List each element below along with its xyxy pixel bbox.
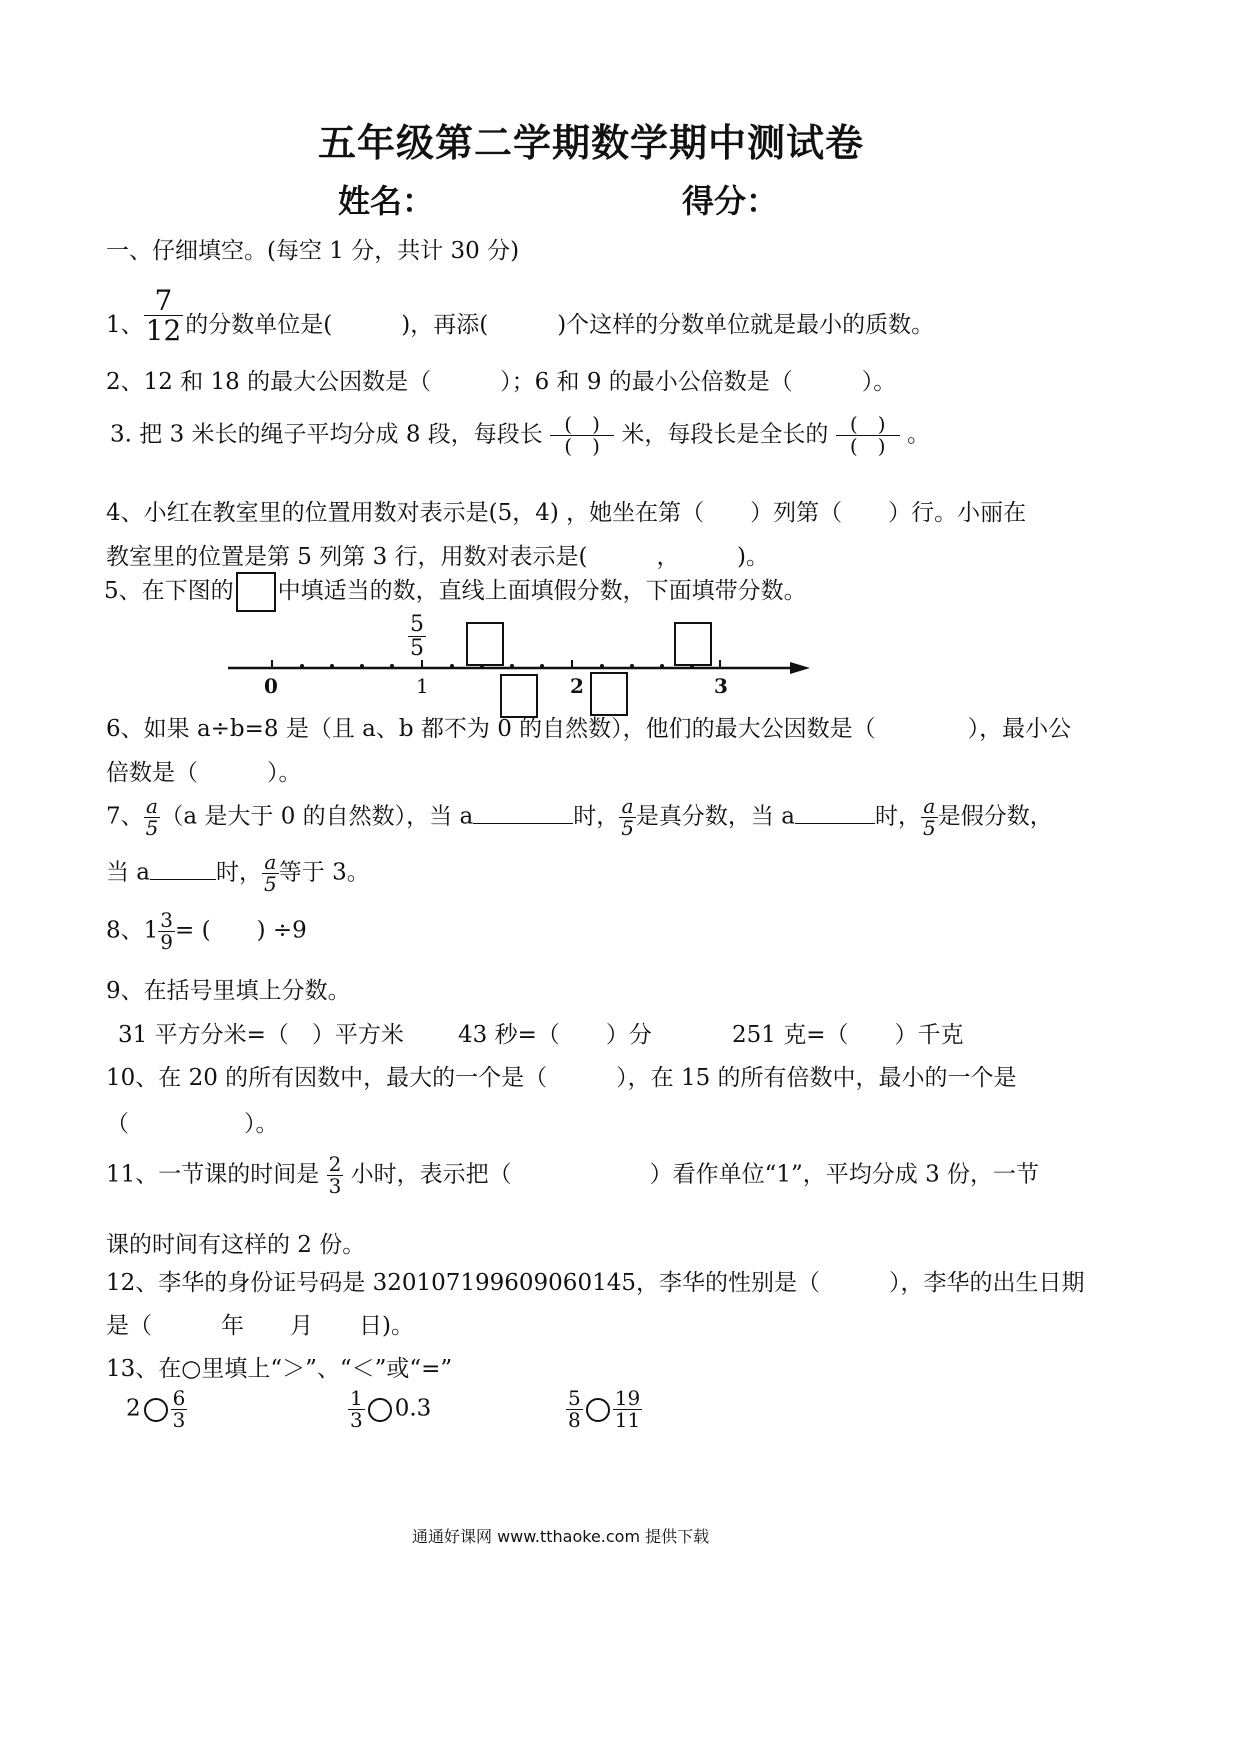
tick-label-1: 1: [416, 674, 429, 698]
answer-box-above-2: [674, 622, 712, 666]
question-11-line-1: 11、一节课的时间是 $\frac{2}{3}$ 小时，表示把（ ）看作单位“1”，平均分成 3 份，一节: [106, 1152, 1040, 1198]
name-label: 姓名：: [338, 182, 435, 220]
circle-icon: [368, 1398, 392, 1422]
question-1: 1、 $\frac{7}{12}$ 的分数单位是( )，再添( )个这样的分数单位就是最小的质数。: [106, 284, 935, 348]
question-4-line-2: 教室里的位置是第 5 列第 3 行，用数对表示是( ， )。: [106, 544, 769, 570]
question-3: 3. 把 3 米长的绳子平均分成 8 段，每段长 $\frac{( )}{( )}$ 米，每段长是全长的 $\frac{( )}{( )}$ 。: [110, 412, 931, 458]
footer-text: 通通好课网 www.tthaoke.com 提供下载: [412, 1527, 710, 1546]
question-7-line-2: 当 a 时， $\frac{a}{5}$ 等于 3。: [106, 850, 370, 896]
question-2: 2、12 和 18 的最大公因数是（ ）；6 和 9 的最小公倍数是（ ）。: [106, 369, 897, 395]
answer-box-icon: [236, 572, 276, 612]
answer-box-above-1: [466, 622, 504, 666]
question-5: 5、在下图的 中填适当的数，直线上面填假分数，下面填带分数。: [104, 572, 807, 612]
tick-label-0: 0: [264, 674, 278, 698]
question-6-line-1: 6、如果 a÷b=8 是（且 a、b 都不为 0 的自然数），他们的最大公因数是（ ），最小公: [106, 716, 1072, 742]
score-label: 得分：: [682, 182, 779, 220]
page-title: 五年级第二学期数学期中测试卷: [318, 121, 865, 165]
question-10-line-1: 10、在 20 的所有因数中，最大的一个是（ ），在 15 的所有倍数中，最小的一个是: [106, 1065, 1017, 1091]
question-6-line-2: 倍数是（ ）。: [106, 760, 302, 786]
question-10-line-2: （ ）。: [106, 1111, 279, 1137]
numberline-fraction: $\frac{5}{5}$: [410, 612, 424, 662]
question-13: 13、在○里填上“＞”、“＜”或“=”: [106, 1356, 453, 1382]
question-9-item-3: 251 克=（ ）千克: [732, 1022, 964, 1048]
tick-label-3: 3: [714, 674, 728, 698]
circle-icon: [586, 1398, 610, 1422]
circle-icon: [144, 1398, 168, 1422]
question-4-line-1: 4、小红在教室里的位置用数对表示是(5，4) ，她坐在第（ ）列第（ ）行。小丽在: [106, 500, 1027, 526]
question-11-line-2: 课的时间有这样的 2 份。: [106, 1232, 366, 1258]
question-9-item-1: 31 平方分米=（ ）平方米: [118, 1022, 404, 1048]
section-heading: 一、仔细填空。(每空 1 分，共计 30 分): [106, 238, 520, 264]
tick-label-2: 2: [570, 674, 584, 698]
question-9: 9、在括号里填上分数。: [106, 978, 351, 1004]
question-7-line-1: 7、 $\frac{a}{5}$ （a 是大于 0 的自然数），当 a 时， $\frac{a}{5}$ 是真分数，当 a 时， $\frac{a}{5}$ 是假分数，: [106, 794, 1053, 840]
question-9-item-2: 43 秒=（ ）分: [458, 1022, 652, 1048]
question-8: 8、1 $\frac{3}{9}$ = ( ) ÷9: [106, 908, 307, 954]
question-12-line-1: 12、李华的身份证号码是 320107199609060145，李华的性别是（ ），李华的出生日期: [106, 1270, 1085, 1296]
compare-item-1: 2 $\frac{6}{3}$: [126, 1386, 186, 1432]
question-12-line-2: 是（ 年 月 日)。: [106, 1313, 414, 1339]
compare-item-2: $\frac{1}{3}$ 0.3: [350, 1386, 432, 1432]
compare-item-3: $\frac{5}{8}$ $\frac{19}{11}$: [568, 1386, 641, 1432]
